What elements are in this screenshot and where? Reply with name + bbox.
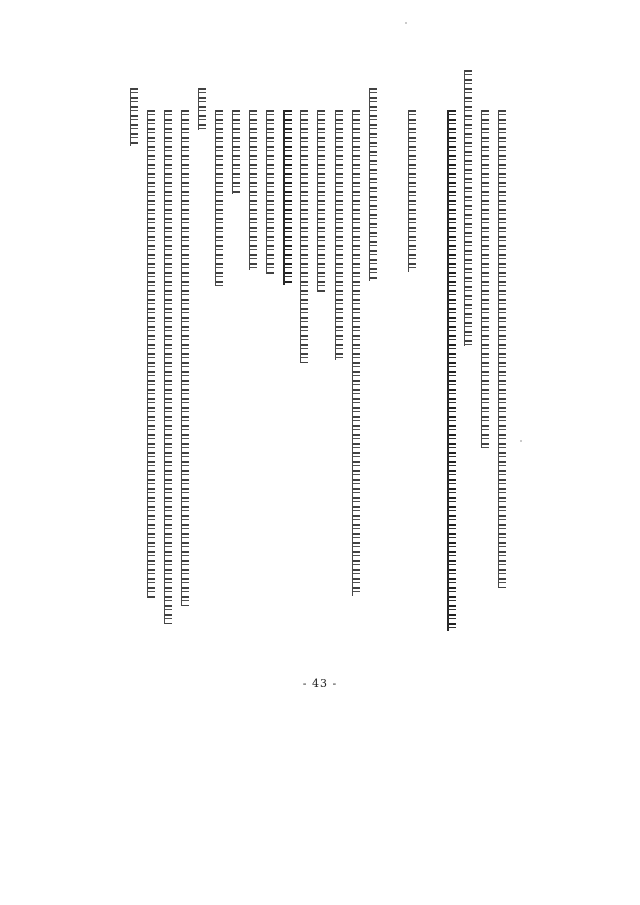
text-column [369,88,376,281]
text-column [215,110,222,286]
text-column [164,110,171,624]
text-column [447,110,454,631]
text-column [249,110,256,270]
text-column [300,110,307,363]
text-column [335,110,342,360]
text-column [232,110,239,194]
text-column [283,110,290,285]
text-column [481,110,488,448]
page-number: - 43 - [302,677,338,690]
text-column [317,110,324,292]
text-column [130,88,137,146]
scan-artifact [520,440,522,442]
text-column [181,110,188,606]
text-column [266,110,273,274]
text-column [498,110,505,588]
text-column [147,110,154,598]
text-column [198,88,205,130]
text-column [408,110,415,272]
scan-artifact [405,22,407,24]
text-column [464,70,471,346]
text-column [352,110,359,596]
